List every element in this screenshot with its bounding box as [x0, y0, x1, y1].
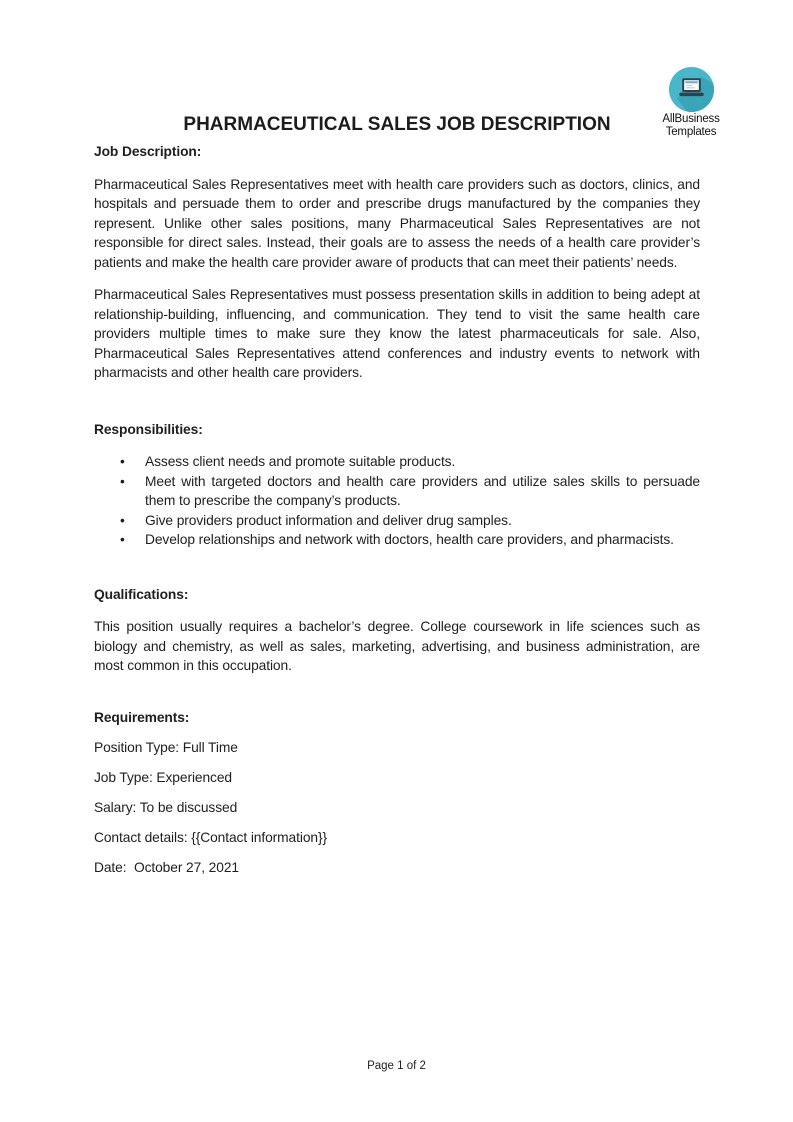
heading-requirements: Requirements:: [94, 709, 190, 725]
list-item: • Assess client needs and promote suitable products.: [94, 452, 700, 472]
heading-job-description: Job Description:: [94, 144, 202, 159]
requirement-date: Date: October 27, 2021: [94, 860, 239, 875]
qualifications-paragraph: This position usually requires a bachelor’s degree. College coursework in life sciences such as biology and chemistry, as well as sales, marketing, advertising, and business administration, are most common in this occupation.: [94, 619, 700, 673]
logo-text-line1: AllBusiness: [662, 113, 720, 125]
job-description-paragraph-1: Pharmaceutical Sales Representatives meet with health care providers such as doctors, clinics, and hospitals and persuade them to order and prescribe drugs manufactured by the companies they represent. Unlike other sales positions, many Pharmaceutical Sales Representatives are not responsible for direct sales. Instead, their goals are to assess the needs of a health care provider’s patients and make the health care provider aware of products that can meet their patients’ needs.: [94, 176, 700, 270]
requirement-salary: Salary: To be discussed: [94, 800, 238, 815]
job-description-paragraph-2: Pharmaceutical Sales Representatives must possess presentation skills in addition to being adept at relationship-building, influencing, and communication. They tend to visit the same health care providers multiple times to make sure they know the latest pharmaceuticals for sale. Also, Pharmaceutical Sales Representatives attend conferences and industry events to network with pharmacists and other health care providers.: [94, 287, 700, 380]
heading-responsibilities: Responsibilities:: [94, 421, 203, 437]
page-number-footer: Page 1 of 2: [367, 1060, 426, 1072]
list-item: • Give providers product information and deliver drug samples.: [94, 511, 700, 531]
requirement-position-type: Position Type: Full Time: [94, 740, 238, 755]
heading-qualifications: Qualifications:: [94, 586, 189, 602]
list-item: • Meet with targeted doctors and health care providers and utilize sales skills to persuade them to prescribe the company’s products.: [94, 472, 700, 511]
requirement-job-type: Job Type: Experienced: [94, 770, 233, 785]
responsibilities-list: [94, 452, 700, 550]
list-item: • Develop relationships and network with doctors, health care providers, and pharmacists.: [94, 530, 700, 550]
logo-text-line2: Templates: [665, 125, 717, 138]
requirement-contact-details: Contact details: {{Contact information}}: [94, 830, 327, 845]
document-title: PHARMACEUTICAL SALES JOB DESCRIPTION: [183, 114, 611, 135]
document-content: [94, 0, 700, 1122]
